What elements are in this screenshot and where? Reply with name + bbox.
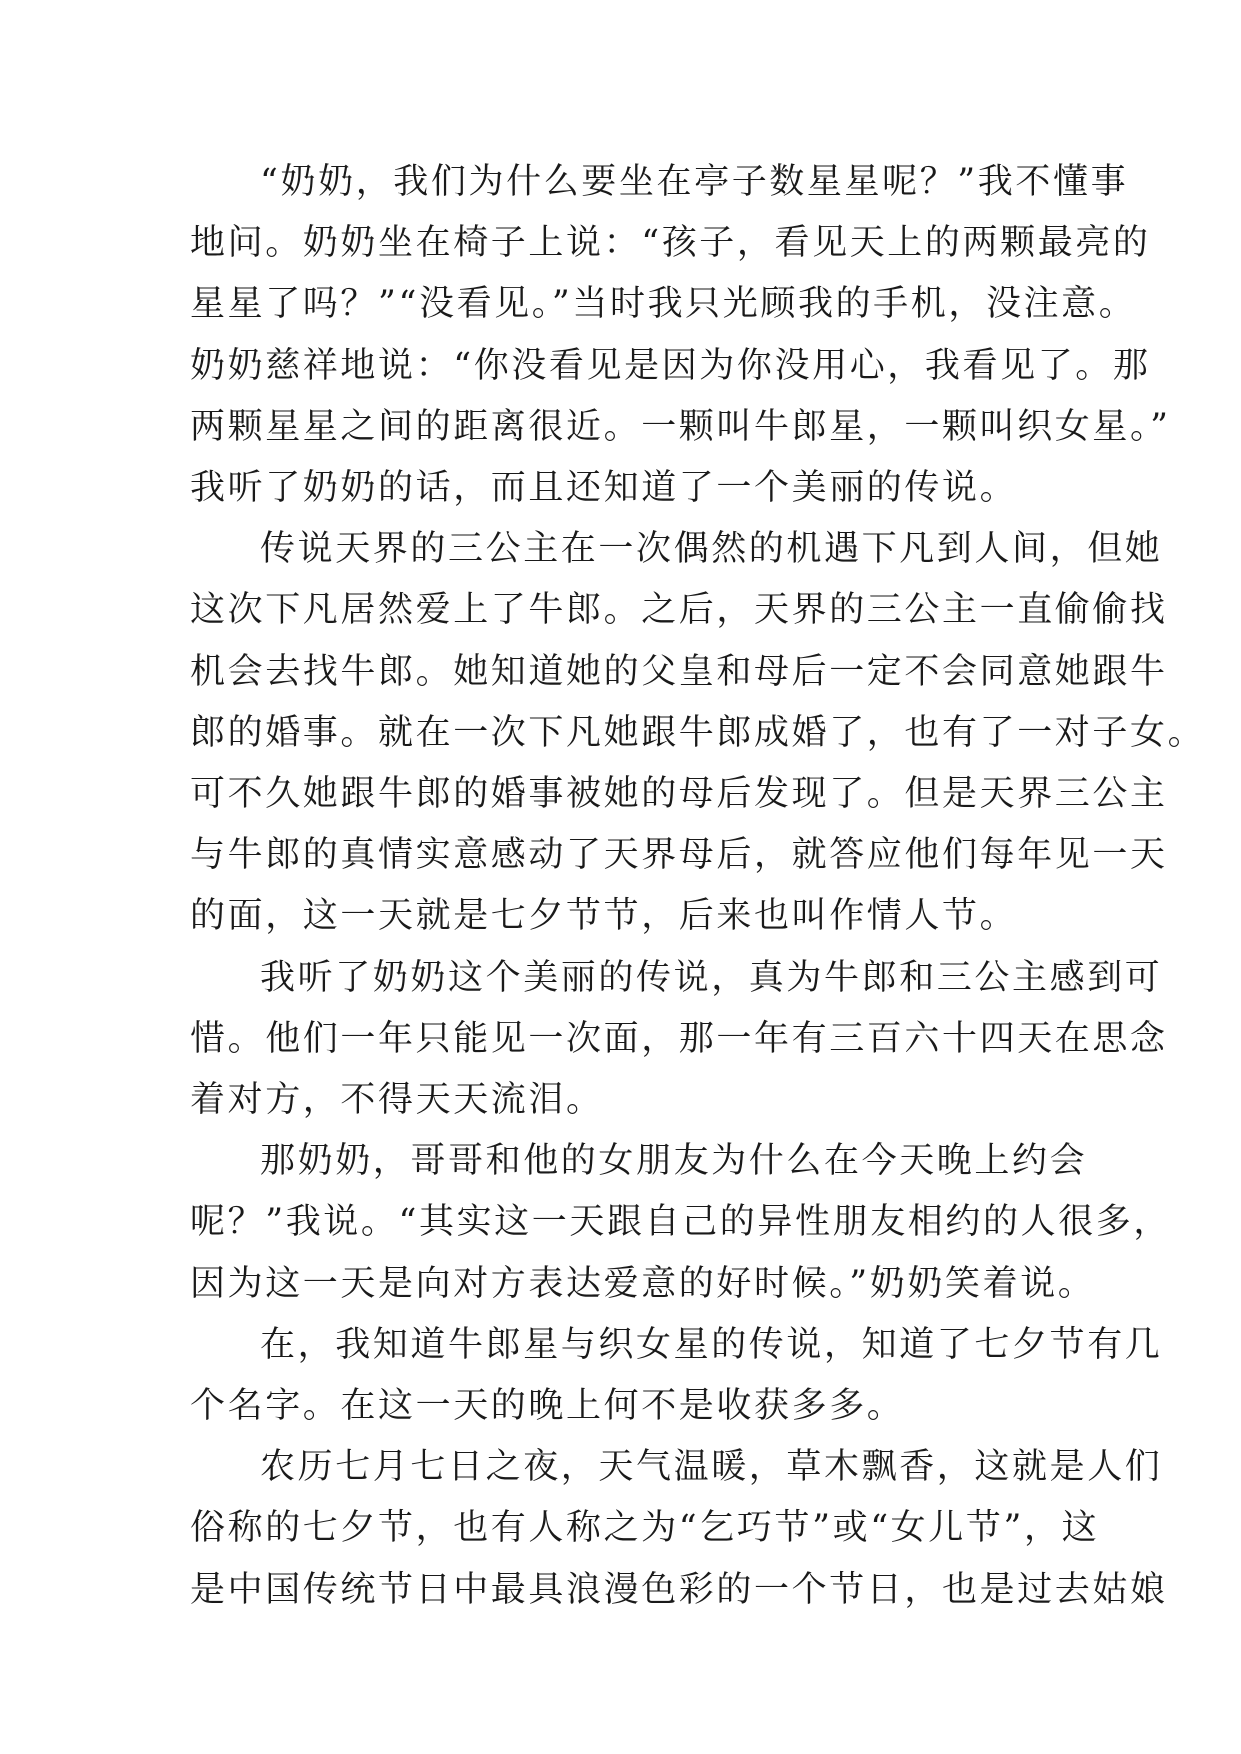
document-body xyxy=(190,152,1206,1621)
paragraph-line: 这次下凡居然爱上了牛郎。之后，天界的三公主一直偷偷找 xyxy=(190,590,1168,631)
paragraph-5 xyxy=(190,1315,1163,1437)
paragraph-6 xyxy=(190,1437,1168,1621)
paragraph-line: 两颗星星之间的距离很近。一颗叫牛郎星，一颗叫织女星。” xyxy=(190,406,1171,447)
paragraph-line: 因为这一天是向对方表达爱意的好时候。”奶奶笑着说。 xyxy=(190,1263,1096,1304)
paragraph-line: 传说天界的三公主在一次偶然的机遇下凡到人间，但她 xyxy=(260,529,1163,570)
paragraph-line: 我听了奶奶这个美丽的传说，真为牛郎和三公主感到可 xyxy=(260,957,1163,998)
paragraph-line: 在，我知道牛郎星与织女星的传说，知道了七夕节有几 xyxy=(260,1324,1163,1365)
paragraph-line: 星星了吗？”“没看见。”当时我只光顾我的手机，没注意。 xyxy=(190,284,1137,325)
paragraph-1 xyxy=(190,152,1171,519)
paragraph-line: 郎的婚事。就在一次下凡她跟牛郎成婚了，也有了一对子女。 xyxy=(190,712,1206,753)
paragraph-4 xyxy=(190,1131,1171,1315)
paragraph-line: 奶奶慈祥地说：“你没看见是因为你没用心，我看见了。那 xyxy=(190,345,1151,386)
paragraph-line: 惜。他们一年只能见一次面，那一年有三百六十四天在思念 xyxy=(190,1018,1168,1059)
paragraph-line: 呢？”我说。“其实这一天跟自己的异性朋友相约的人很多， xyxy=(190,1202,1171,1243)
paragraph-line: 是中国传统节日中最具浪漫色彩的一个节日，也是过去姑娘 xyxy=(190,1569,1168,1610)
paragraph-line: 机会去找牛郎。她知道她的父皇和母后一定不会同意她跟牛 xyxy=(190,651,1168,692)
paragraph-line: 可不久她跟牛郎的婚事被她的母后发现了。但是天界三公主 xyxy=(190,774,1168,815)
paragraph-line: 与牛郎的真情实意感动了天界母后，就答应他们每年见一天 xyxy=(190,835,1168,876)
paragraph-line: 农历七月七日之夜，天气温暖，草木飘香，这就是人们 xyxy=(260,1447,1163,1488)
paragraph-line: “奶奶，我们为什么要坐在亭子数星星呢？”我不懂事 xyxy=(260,162,1129,202)
paragraph-line: 地问。奶奶坐在椅子上说：“孩子，看见天上的两颗最亮的 xyxy=(190,223,1151,264)
paragraph-line: 俗称的七夕节，也有人称之为“乞巧节”或“女儿节”，这 xyxy=(190,1508,1100,1549)
paragraph-2 xyxy=(190,519,1206,947)
paragraph-3 xyxy=(190,948,1168,1132)
paragraph-line: 的面，这一天就是七夕节节，后来也叫作情人节。 xyxy=(190,896,1018,937)
paragraph-line: 我听了奶奶的话，而且还知道了一个美丽的传说。 xyxy=(190,468,1018,509)
paragraph-line: 着对方，不得天天流泪。 xyxy=(190,1080,604,1121)
paragraph-line: 个名字。在这一天的晚上何不是收获多多。 xyxy=(190,1386,905,1427)
paragraph-line: 那奶奶，哥哥和他的女朋友为什么在今天晚上约会 xyxy=(260,1141,1088,1182)
